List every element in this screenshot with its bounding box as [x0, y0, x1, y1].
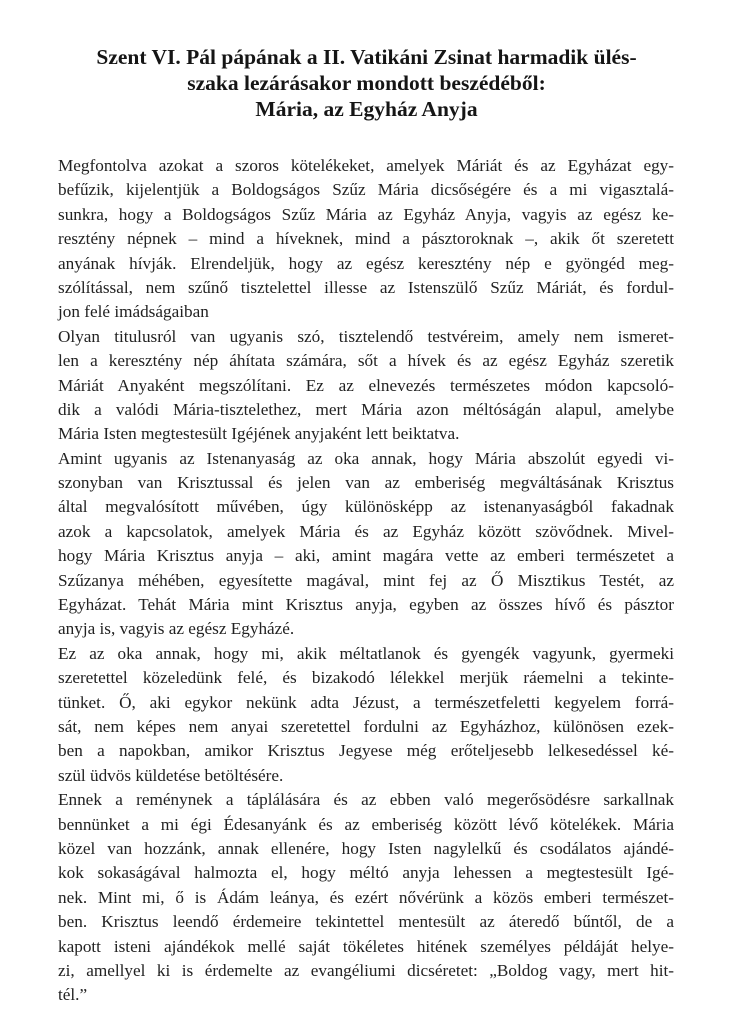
body-text-line: Szűzanya méhében, egyesítette magával, mint fej az Ő Misztikus Testét, az: [58, 570, 674, 590]
body-text-line: zi, amellyel ki is érdemelte az evangéliumi dicséretet: „Boldog vagy, mert hit-: [58, 960, 674, 980]
body-text-line: tünket. Ő, aki egykor nekünk adta Jézust, a természetfeletti kegyelem forrá-: [58, 692, 674, 712]
body-text-line: jon felé imádságaiban: [58, 302, 209, 322]
body-text-line: Olyan titulusról van ugyanis szó, tisztelendő testvéreim, amely nem ismeret-: [58, 326, 674, 346]
body-text-line: sát, nem képes nem anyai szeretettel fordulni az Egyházhoz, különösen ezek-: [58, 716, 674, 736]
body-text-line: kok sokaságával halmozta el, hogy méltó anyja lehessen a megtestesült Igé-: [58, 863, 674, 883]
body-text-line: ben a napokban, amikor Krisztus Jegyese még erőteljesebb lelkesedéssel ké-: [58, 741, 674, 761]
body-text-line: anyának hívják. Elrendeljük, hogy az egész keresztény nép e gyöngéd meg-: [58, 253, 674, 273]
body-text-line: kapott isteni ajándékok mellé saját tökéletes hitének személyes példáját helye-: [58, 936, 674, 956]
body-text-line: Megfontolva azokat a szoros kötelékeket, amelyek Máriát és az Egyházat egy-: [58, 156, 674, 175]
body-text-line: Amint ugyanis az Istenanyaság az oka annak, hogy Mária abszolút egyedi vi-: [58, 448, 674, 468]
body-text-line: tél.”: [58, 985, 88, 1005]
body-text-line: Máriát Anyaként megszólítani. Ez az elnevezés természetes módon kapcsoló-: [58, 375, 674, 395]
title-line: Mária, az Egyház Anyja: [255, 97, 478, 121]
body-text-line: bennünket a mi égi Édesanyánk és az emberiség között lévő kötelékek. Mária: [58, 814, 674, 834]
title-line: szaka lezárásakor mondott beszédéből:: [187, 71, 546, 95]
body-text-line: szólítással, nem szűnő tisztelettel illesse az Istenszülő Szűz Máriát, és fordul-: [58, 277, 674, 297]
body-text-line: azok a kapcsolatok, amelyek Mária és az Egyház között szövődnek. Mivel-: [58, 521, 674, 541]
body-text-line: által megvalósított művében, úgy különösképp az istenanyaságból fakadnak: [58, 497, 674, 517]
document-body: [58, 154, 674, 1008]
body-text-line: hogy Mária Krisztus anyja – aki, amint magára vette az emberi természetet a: [58, 546, 674, 566]
body-text-line: Ennek a reménynek a táplálására és az ebben való megerősödésre sarkallnak: [58, 790, 674, 810]
body-text-line: resztény népnek – mind a híveknek, mind a pásztoroknak –, akik őt szeretett: [58, 229, 674, 249]
body-text-line: közel van hozzánk, annak ellenére, hogy Isten nagylelkű és csodálatos ajándé-: [58, 838, 674, 858]
body-text-line: Mária Isten megtestesült Igéjének anyjaként lett beiktatva.: [58, 424, 460, 444]
body-text-line: szül üdvös küldetése betöltésére.: [58, 765, 284, 785]
title-line: Szent VI. Pál pápának a II. Vatikáni Zsinat harmadik ülés-: [96, 45, 637, 69]
body-text-line: befűzik, kijelentjük a Boldogságos Szűz Mária dicsőségére és a mi vigasztalá-: [58, 180, 674, 200]
body-text-line: ben. Krisztus leendő érdemeire tekintettel mentesült az áteredő bűntől, de a: [58, 912, 674, 932]
body-text-line: nek. Mint mi, ő is Ádám leánya, és ezért nővérünk a közös emberi természet-: [58, 887, 674, 907]
body-text-line: dik a valódi Mária-tisztelethez, mert Mária azon méltóságán alapul, amelybe: [58, 399, 674, 419]
body-text-line: szeretettel közeledünk felé, és bizakodó lélekkel merjük ráemelni a tekinte-: [58, 668, 674, 688]
body-text-line: szonyban van Krisztussal és jelen van az emberiség megváltásának Krisztus: [58, 473, 674, 493]
body-text-line: sunkra, hogy a Boldogságos Szűz Mária az Egyház Anyja, vagyis az egész ke-: [58, 204, 674, 224]
document-title: [40, 44, 693, 122]
body-text-line: Ez az oka annak, hogy mi, akik méltatlanok és gyengék vagyunk, gyermeki: [58, 643, 674, 663]
body-text-line: len a keresztény nép áhítata számára, sőt a hívek és az egész Egyház szeretik: [58, 351, 674, 371]
body-text-line: Egyházat. Tehát Mária mint Krisztus anyja, egyben az összes hívő és pásztor: [58, 595, 674, 615]
body-text-line: anyja is, vagyis az egész Egyházé.: [58, 619, 295, 639]
